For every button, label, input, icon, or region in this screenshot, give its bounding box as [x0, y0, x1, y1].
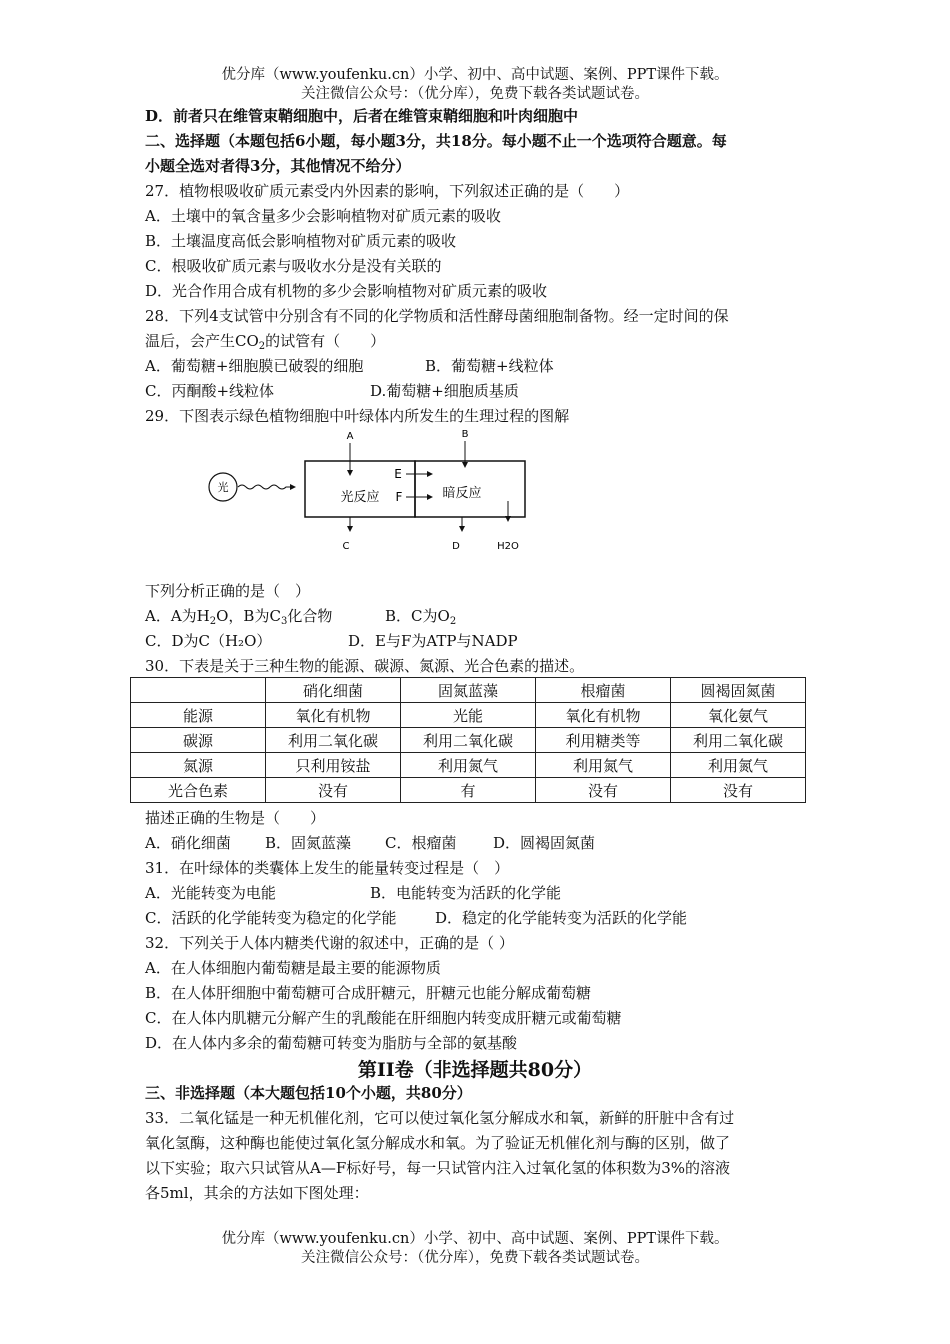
q30-option-c: C．根瘤菌	[385, 834, 457, 852]
table-cell: 碳源	[131, 728, 266, 753]
table-cell: 氧化有机物	[536, 703, 671, 728]
table-row	[131, 703, 806, 728]
q28-option-b: B．葡萄糖+线粒体	[425, 357, 554, 375]
table-cell: 利用氮气	[401, 753, 536, 778]
table-row	[131, 753, 806, 778]
label-b: B	[461, 429, 469, 440]
q29-option-c: C．D为C（H₂O）	[145, 632, 272, 650]
table-cell: 利用二氧化碳	[401, 728, 536, 753]
q26-option-d: D．前者只在维管束鞘细胞中，后者在维管束鞘细胞和叶肉细胞中	[145, 107, 579, 125]
section2-heading-2: 小题全选对者得3分，其他情况不给分）	[145, 157, 411, 175]
q31-stem: 31．在叶绿体的类囊体上发生的能量转变过程是（ ）	[145, 859, 510, 877]
table-cell: 没有	[536, 778, 671, 803]
header-line-1: 优分库（www.youfenku.cn）小学、初中、高中试题、案例、PPT课件下载。	[221, 67, 729, 83]
table-cell: 没有	[266, 778, 401, 803]
q28-option-a: A．葡萄糖+细胞膜已破裂的细胞	[145, 357, 364, 375]
table-cell: 氧化氨气	[671, 703, 806, 728]
table-cell: 利用糖类等	[536, 728, 671, 753]
q29-option-b: B．C为$O_2$	[385, 607, 457, 627]
q27-option-c: C．根吸收矿质元素与吸收水分是没有关联的	[145, 257, 442, 275]
q28-option-d: D.葡萄糖+细胞质基质	[370, 382, 519, 400]
label-c: C	[342, 541, 350, 552]
q32-option-a: A．在人体细胞内葡萄糖是最主要的能源物质	[145, 959, 441, 977]
table-cell: 利用氮气	[671, 753, 806, 778]
light-arrow	[238, 485, 295, 489]
label-f: F	[395, 490, 403, 504]
label-a: A	[346, 431, 354, 442]
organism-table	[130, 677, 806, 803]
label-e: E	[394, 467, 402, 481]
q27-option-d: D．光合作用合成有机物的多少会影响植物对矿质元素的吸收	[145, 282, 548, 300]
table-cell: 利用二氧化碳	[266, 728, 401, 753]
table-cell: 固氮蓝藻	[401, 678, 536, 703]
q31-option-d: D．稳定的化学能转变为活跃的化学能	[435, 909, 688, 927]
table-cell: 光能	[401, 703, 536, 728]
table-cell: 根瘤菌	[536, 678, 671, 703]
label-h2o: H2O	[497, 541, 519, 552]
header-line-2: 关注微信公众号：（优分库），免费下载各类试题试卷。	[301, 86, 649, 102]
q28-option-c: C．丙酮酸+线粒体	[145, 382, 275, 400]
footer-line-1: 优分库（www.youfenku.cn）小学、初中、高中试题、案例、PPT课件下载。	[221, 1231, 729, 1247]
q27-stem: 27．植物根吸收矿质元素受内外因素的影响，下列叙述正确的是（ ）	[145, 182, 630, 200]
q32-option-d: D．在人体内多余的葡萄糖可转变为脂肪与全部的氨基酸	[145, 1034, 518, 1052]
table-cell: 氧化有机物	[266, 703, 401, 728]
chloroplast-diagram	[200, 427, 540, 557]
q33-line-3: 以下实验；取六只试管从A—F标好号，每一只试管内注入过氧化氢的体积数为3%的溶液	[145, 1159, 731, 1177]
table-cell: 圆褐固氮菌	[671, 678, 806, 703]
q29-option-a: A．A为$H_2O$，B为$C_3$化合物	[145, 607, 333, 627]
q30-option-d: D．圆褐固氮菌	[493, 834, 596, 852]
section2-heading-1: 二、选择题（本题包括6小题，每小题3分，共18分。每小题不止一个选项符合题意。每	[145, 132, 727, 150]
light-reaction-label: 光反应	[340, 490, 380, 505]
q29-analysis: 下列分析正确的是（ ）	[145, 582, 311, 600]
footer-line-2: 关注微信公众号：（优分库），免费下载各类试题试卷。	[301, 1250, 649, 1266]
q31-option-a: A．光能转变为电能	[145, 884, 276, 902]
label-d: D	[452, 541, 460, 552]
table-cell: 没有	[671, 778, 806, 803]
q30-option-b: B．固氮蓝藻	[265, 834, 352, 852]
q30-option-a: A．硝化细菌	[145, 834, 231, 852]
q28-stem-2: 温后，会产生$CO_2$的试管有（ ）	[145, 332, 386, 352]
table-cell	[131, 678, 266, 703]
q29-stem: 29．下图表示绿色植物细胞中叶绿体内所发生的生理过程的图解	[145, 407, 570, 425]
part2-title: 第II卷（非选择题共80分）	[357, 1059, 593, 1081]
table-cell: 利用二氧化碳	[671, 728, 806, 753]
table-cell: 光合色素	[131, 778, 266, 803]
q30-stem: 30．下表是关于三种生物的能源、碳源、氮源、光合色素的描述。	[145, 657, 585, 675]
q30-ask: 描述正确的生物是（ ）	[145, 809, 326, 827]
section3-heading: 三、非选择题（本大题包括10个小题，共80分）	[145, 1084, 472, 1102]
dark-reaction-label: 暗反应	[442, 486, 482, 501]
table-cell: 硝化细菌	[266, 678, 401, 703]
q31-option-c: C．活跃的化学能转变为稳定的化学能	[145, 909, 397, 927]
q27-option-b: B．土壤温度高低会影响植物对矿质元素的吸收	[145, 232, 457, 250]
table-cell: 能源	[131, 703, 266, 728]
q33-line-2: 氧化氢酶，这种酶也能使过氧化氢分解成水和氧。为了验证无机催化剂与酶的区别，做了	[145, 1134, 731, 1152]
table-row	[131, 778, 806, 803]
q27-option-a: A．土壤中的氧含量多少会影响植物对矿质元素的吸收	[145, 207, 501, 225]
table-header-row	[131, 678, 806, 703]
q28-stem-1: 28．下列4支试管中分别含有不同的化学物质和活性酵母菌细胞制备物。经一定时间的保	[145, 307, 729, 325]
table-row	[131, 728, 806, 753]
q33-line-4: 各5ml，其余的方法如下图处理：	[145, 1184, 369, 1202]
q33-line-1: 33．二氧化锰是一种无机催化剂，它可以使过氧化氢分解成水和氧，新鲜的肝脏中含有过	[145, 1109, 735, 1127]
q32-option-c: C．在人体内肌糖元分解产生的乳酸能在肝细胞内转变成肝糖元或葡萄糖	[145, 1009, 622, 1027]
table-cell: 有	[401, 778, 536, 803]
q32-option-b: B．在人体肝细胞中葡萄糖可合成肝糖元，肝糖元也能分解成葡萄糖	[145, 984, 592, 1002]
table-cell: 氮源	[131, 753, 266, 778]
light-label: 光	[217, 481, 229, 494]
q31-option-b: B．电能转变为活跃的化学能	[370, 884, 562, 902]
q29-option-d: D．E与F为ATP与NADP	[348, 632, 518, 650]
table-cell: 只利用铵盐	[266, 753, 401, 778]
q32-stem: 32．下列关于人体内糖类代谢的叙述中，正确的是（ ）	[145, 934, 514, 952]
table-cell: 利用氮气	[536, 753, 671, 778]
